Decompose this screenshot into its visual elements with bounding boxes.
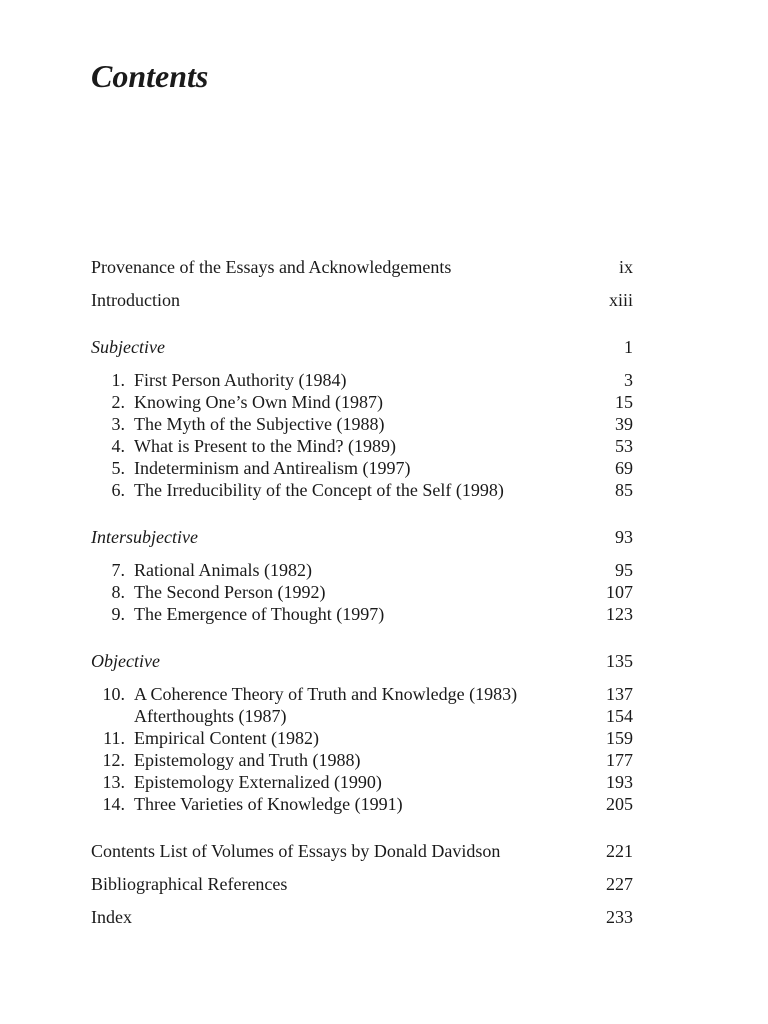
chapter-page: 123 [606, 604, 633, 624]
toc-entry-page: 227 [606, 874, 633, 894]
chapter-number: 12. [102, 750, 125, 770]
toc-entry-bibliography [91, 873, 633, 895]
toc-entry-index [91, 906, 633, 928]
chapter-number: 1. [111, 370, 125, 390]
chapter-title: The Second Person (1992) [134, 582, 326, 602]
toc-part-title: Intersubjective [91, 527, 198, 547]
toc-chapter [91, 793, 633, 815]
chapter-page: 15 [615, 392, 633, 412]
chapter-page: 177 [606, 750, 633, 770]
chapter-title: The Irreducibility of the Concept of the Self (1998) [134, 480, 504, 500]
toc-chapter [91, 391, 633, 413]
chapter-number: 13. [102, 772, 125, 792]
toc-entry-provenance [91, 256, 633, 278]
toc-chapter [91, 413, 633, 435]
chapter-title: Three Varieties of Knowledge (1991) [134, 794, 403, 814]
chapter-page: 69 [615, 458, 633, 478]
toc-entry-page: ix [618, 257, 633, 277]
chapter-number: 7. [111, 560, 125, 580]
toc-chapter [91, 435, 633, 457]
toc-part-intersubjective [91, 526, 633, 548]
toc-entry-page: 233 [606, 907, 633, 927]
toc-part-objective [91, 650, 633, 672]
chapter-page: 154 [606, 706, 633, 726]
toc-entry-label: Contents List of Volumes of Essays by Donald Davidson [91, 841, 501, 861]
chapter-page: 3 [624, 370, 633, 390]
table-of-contents [91, 256, 633, 928]
chapter-page: 137 [606, 684, 633, 704]
chapter-title: What is Present to the Mind? (1989) [134, 436, 396, 456]
toc-entry-introduction [91, 289, 633, 311]
toc-chapter [91, 559, 633, 581]
toc-chapter [91, 603, 633, 625]
chapter-page: 205 [606, 794, 633, 814]
toc-chapter-sub [91, 705, 633, 727]
chapter-number: 8. [111, 582, 125, 602]
chapter-number: 6. [111, 480, 125, 500]
chapter-title: A Coherence Theory of Truth and Knowledge (1983) [134, 684, 518, 704]
chapter-page: 39 [615, 414, 633, 434]
toc-chapter [91, 479, 633, 501]
chapter-page: 107 [606, 582, 633, 602]
toc-chapter [91, 369, 633, 391]
chapter-number: 2. [111, 392, 125, 412]
chapter-number: 3. [111, 414, 125, 434]
toc-entry-label: Index [91, 907, 132, 927]
toc-entry-page: 221 [606, 841, 633, 861]
toc-chapter [91, 457, 633, 479]
chapter-number: 9. [111, 604, 125, 624]
toc-chapter [91, 727, 633, 749]
chapter-number: 14. [102, 794, 125, 814]
chapter-title: Rational Animals (1982) [134, 560, 312, 580]
toc-part-page: 93 [615, 527, 633, 547]
chapter-number: 5. [111, 458, 125, 478]
toc-part-title: Subjective [91, 337, 165, 357]
chapter-title: Knowing One’s Own Mind (1987) [134, 392, 383, 412]
toc-part-page: 1 [624, 337, 633, 357]
toc-chapter [91, 749, 633, 771]
chapter-page: 159 [606, 728, 633, 748]
page-title: Contents [91, 58, 209, 94]
toc-entry-label: Provenance of the Essays and Acknowledgements [91, 257, 452, 277]
chapter-title: Afterthoughts (1987) [134, 706, 287, 726]
chapter-number: 4. [111, 436, 125, 456]
toc-chapter [91, 581, 633, 603]
chapter-page: 95 [615, 560, 633, 580]
toc-chapter [91, 683, 633, 705]
chapter-number: 10. [102, 684, 125, 704]
toc-entry-label: Bibliographical References [91, 874, 288, 894]
chapter-page: 193 [606, 772, 633, 792]
chapter-title: First Person Authority (1984) [134, 370, 347, 390]
chapter-title: Indeterminism and Antirealism (1997) [134, 458, 411, 478]
toc-entry-label: Introduction [91, 290, 180, 310]
toc-part-title: Objective [91, 651, 160, 671]
toc-entry-contents-list [91, 840, 633, 862]
chapter-title: Epistemology and Truth (1988) [134, 750, 361, 770]
toc-part-subjective [91, 336, 633, 358]
chapter-page: 85 [615, 480, 633, 500]
chapter-title: The Emergence of Thought (1997) [134, 604, 385, 624]
chapter-number: 11. [103, 728, 125, 748]
chapter-page: 53 [615, 436, 633, 456]
toc-chapter [91, 771, 633, 793]
chapter-title: Epistemology Externalized (1990) [134, 772, 382, 792]
chapter-title: The Myth of the Subjective (1988) [134, 414, 385, 434]
toc-entry-page: xiii [608, 290, 633, 310]
chapter-title: Empirical Content (1982) [134, 728, 319, 748]
toc-part-page: 135 [606, 651, 633, 671]
